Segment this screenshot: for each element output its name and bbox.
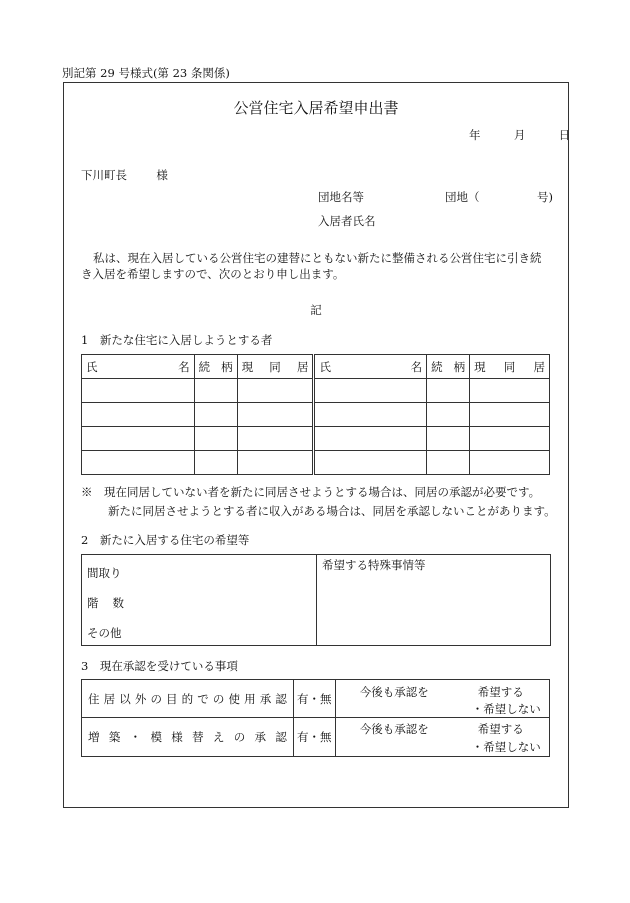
approval-row	[82, 718, 550, 757]
addressee-name: 下川町長	[81, 168, 127, 182]
approval-label	[82, 718, 294, 757]
wish-option[interactable]: 希望する	[477, 722, 524, 736]
future-approval-cell[interactable]	[335, 718, 549, 757]
cohabit-cell[interactable]	[470, 379, 550, 403]
header-name-2: 氏 名	[314, 355, 427, 379]
approval-label-char: 替	[192, 730, 204, 744]
approval-label-char: 承	[254, 730, 266, 744]
section2-heading: 2 新たに入居する住宅の希望等	[81, 533, 250, 547]
relation-cell[interactable]	[427, 379, 470, 403]
form-frame	[63, 82, 569, 808]
approval-label-char: ・	[129, 730, 142, 744]
relation-cell[interactable]	[194, 403, 237, 427]
name-cell[interactable]	[82, 379, 195, 403]
resident-row	[82, 427, 550, 451]
header-cohabit-1: 現 同 居	[237, 355, 314, 379]
divider	[316, 555, 317, 645]
kaisu-field[interactable]: 階 数	[87, 596, 124, 610]
approval-label-char: 居	[103, 691, 116, 706]
cohabit-cell[interactable]	[237, 379, 314, 403]
approval-label-char: 模	[150, 730, 162, 744]
approval-label-char: 外	[134, 691, 147, 706]
relation-cell[interactable]	[194, 379, 237, 403]
madori-field[interactable]: 間取り	[87, 566, 122, 580]
future-approval-cell[interactable]	[335, 680, 549, 718]
ki-label: 記	[310, 303, 322, 317]
approval-label-char: 築	[108, 730, 121, 744]
danchi-unit: 団地（	[445, 190, 480, 204]
approval-label-char: 使	[228, 691, 240, 706]
header-relation-2: 続 柄	[427, 355, 470, 379]
approval-label	[82, 680, 294, 718]
header-name-1: 氏 名	[82, 355, 195, 379]
name-cell[interactable]	[314, 451, 427, 475]
date-line	[469, 127, 570, 143]
cohabit-cell[interactable]	[237, 403, 314, 427]
approval-label-char: の	[233, 730, 246, 744]
applicant-name-label: 入居者氏名	[318, 214, 376, 228]
cohabit-cell[interactable]	[470, 427, 550, 451]
no-wish-option[interactable]: ・希望しない	[471, 702, 541, 716]
resident-row	[82, 403, 550, 427]
name-cell[interactable]	[82, 427, 195, 451]
relation-cell[interactable]	[194, 451, 237, 475]
no-wish-option[interactable]: ・希望しない	[471, 740, 541, 754]
future-label: 今後も承認を	[359, 685, 429, 699]
approval-row	[82, 680, 550, 718]
approval-label-char: 増	[88, 730, 100, 744]
special-circumstances-field[interactable]: 希望する特殊事情等	[322, 558, 426, 572]
approval-table	[81, 679, 550, 757]
approval-label-char: 様	[171, 730, 183, 744]
section1-heading: 1 新たな住宅に入居しようとする者	[81, 333, 273, 347]
cohabit-cell[interactable]	[470, 451, 550, 475]
relation-cell[interactable]	[194, 427, 237, 451]
approval-label-char: 用	[244, 691, 256, 706]
wish-option[interactable]: 希望する	[477, 685, 524, 699]
danchi-label: 団地名等	[318, 190, 364, 204]
approval-label-char: の	[212, 691, 225, 706]
other-field[interactable]: その他	[87, 626, 122, 640]
name-cell[interactable]	[82, 451, 195, 475]
housing-wish-box	[81, 554, 551, 646]
section3-heading: 3 現在承認を受けている事項	[81, 659, 238, 673]
approval-label-char: 承	[259, 691, 272, 706]
section1-note-1: ※ 現在同居していない者を新たに同居させようとする場合は、同居の承認が必要です。	[81, 485, 541, 499]
name-cell[interactable]	[314, 427, 427, 451]
approval-label-char: 認	[275, 691, 287, 706]
approval-label-char: 目	[166, 691, 178, 706]
approval-label-char: 以	[119, 691, 131, 706]
month-label: 月	[513, 128, 526, 142]
cohabit-cell[interactable]	[237, 451, 314, 475]
resident-row	[82, 379, 550, 403]
approval-label-char: 住	[88, 691, 100, 706]
approval-label-char: で	[197, 691, 209, 706]
day-label: 日	[558, 128, 571, 142]
approval-label-char: え	[212, 730, 225, 744]
room-unit: 号)	[537, 190, 553, 204]
page-title: 公営住宅入居希望申出書	[233, 99, 399, 117]
name-cell[interactable]	[314, 403, 427, 427]
intro-line-1: 私は、現在入居している公営住宅の建替にともない新たに整備される公営住宅に引き続	[93, 251, 542, 265]
future-label: 今後も承認を	[359, 722, 429, 736]
yes-no-option[interactable]: 有・無	[293, 718, 335, 757]
addressee-honorific: 様	[156, 168, 168, 182]
cohabit-cell[interactable]	[237, 427, 314, 451]
relation-cell[interactable]	[427, 427, 470, 451]
addressee	[81, 167, 168, 183]
header-relation-1: 続 柄	[194, 355, 237, 379]
approval-label-char: の	[150, 691, 162, 706]
approval-label-char: 的	[181, 691, 194, 706]
resident-table	[81, 354, 550, 475]
name-cell[interactable]	[314, 379, 427, 403]
name-cell[interactable]	[82, 403, 195, 427]
intro-line-2: き入居を希望しますので、次のとおり申し出ます。	[81, 267, 345, 281]
cohabit-cell[interactable]	[470, 403, 550, 427]
relation-cell[interactable]	[427, 403, 470, 427]
section1-note-2: 新たに同居させようとする者に収入がある場合は、同居を承認しないことがあります。	[108, 504, 556, 518]
yes-no-option[interactable]: 有・無	[293, 680, 335, 718]
form-reference: 別記第 29 号様式(第 23 条関係)	[62, 66, 230, 80]
header-cohabit-2: 現 同 居	[470, 355, 550, 379]
relation-cell[interactable]	[427, 451, 470, 475]
approval-label-char: 認	[275, 730, 287, 744]
resident-row	[82, 451, 550, 475]
year-label: 年	[469, 128, 481, 142]
